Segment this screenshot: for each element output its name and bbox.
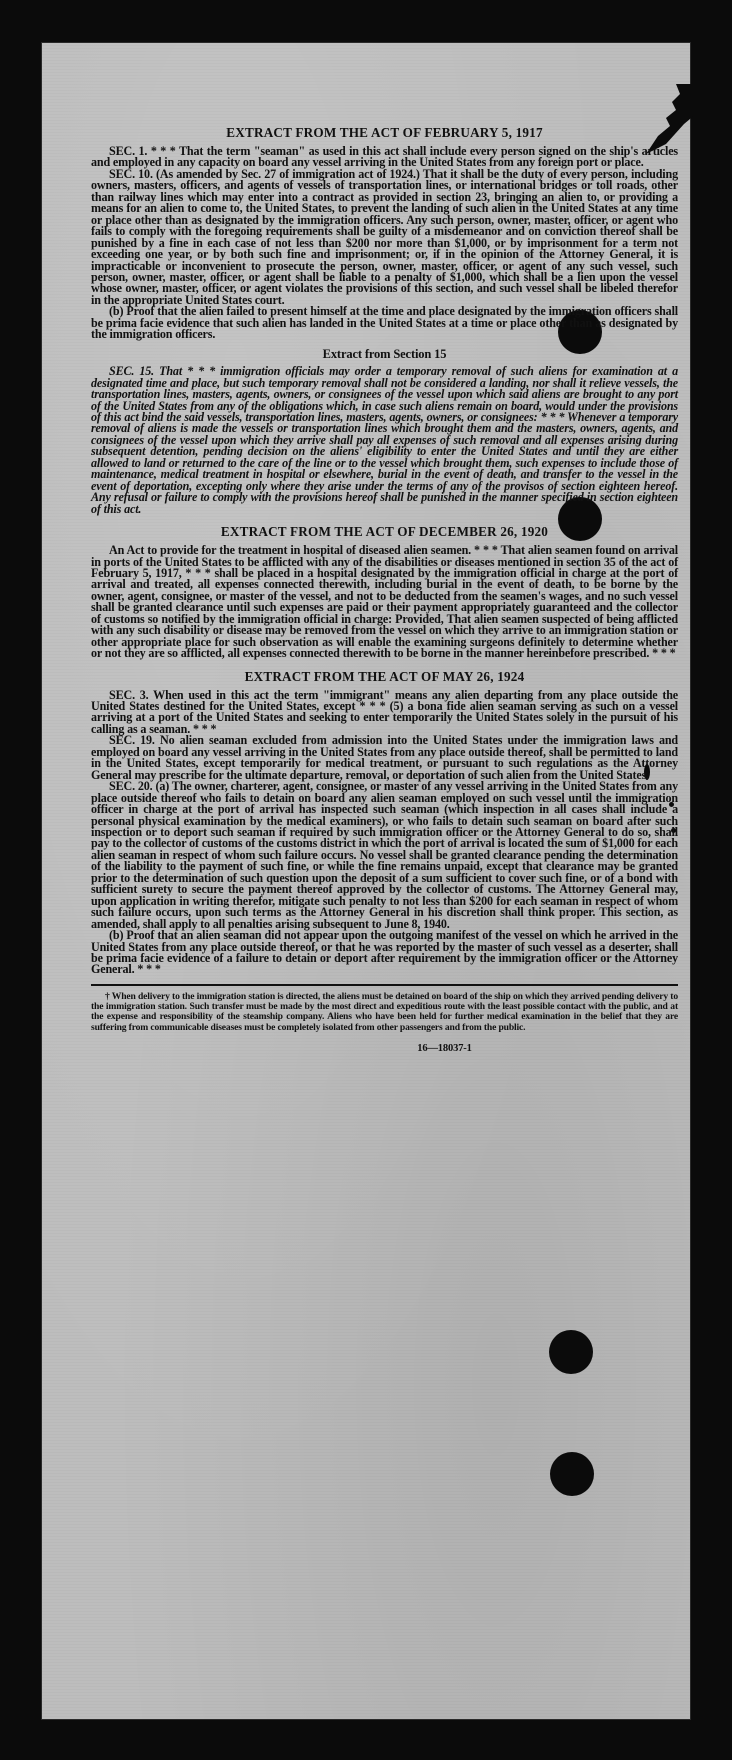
form-code: 16—18037-1 — [417, 1042, 472, 1054]
paragraph: SEC. 19. No alien seaman excluded from admission into the United States under the immigration laws and employed on board any vessel arriving in the United States from any place outside thereof, shall be permitted to land in the United States, except temporarily for medical treatment, or pursuant to such regulations as the Attorney General may prescribe for the ultimate departure, removal, or deportation of such alien from the United States. — [91, 733, 678, 782]
paragraph: (b) Proof that the alien failed to present himself at the time and place designated by the immigration officers shall be prima facie evidence that such alien has landed in the United States at a time or place other than as designated by the immigration officers. — [91, 304, 678, 342]
paragraph: SEC. 3. When used in this act the term "immigrant" means any alien departing from any place outside the United States destined for the United States, except * * * (5) a bona fide alien seaman serving as such on a vessel arriving at a port of the United States and seeking to enter temporarily the United States solely in the pursuit of his calling as a seaman. * * * — [91, 687, 678, 736]
punch-hole — [550, 1452, 594, 1496]
paragraph: SEC. 20. (a) The owner, charterer, agent, consignee, or master of any vessel arriving in the United States from any place outside thereof who fails to detain on board any alien seaman employed on such vessel until the immigration officer in charge at the port of arrival has inspected such seaman (which inspection in all cases shall include a personal physical examination by the medical examiners), or who fails to detain such seaman on board after such inspection or to deport such seaman if required by such immigration officer or the Attorney General to do so, shall pay to the collector of customs of the customs district in which the port of arrival is located the sum of $1,000 for each alien seaman in respect of whom such failure occurs. No vessel shall be granted clearance pending the determination of the liability to the payment of such fine, or while the fine remains unpaid, except that clearance may be granted prior to the determination of such question upon the deposit of a sum sufficient to cover such fine, or of a bond with sufficient surety to secure the payment thereof approved by the collector of customs. The Attorney General may, upon application in writing therefor, mitigate such penalty to not less than $200 for each seaman in respect of whom such failure occurs, upon such terms as the Attorney General in his discretion shall think proper. This section, as amended, shall apply to all penalties arising subsequent to June 8, 1940. — [91, 779, 678, 931]
document-page — [41, 42, 691, 1720]
footnote-divider — [91, 984, 678, 986]
paragraph: (b) Proof that an alien seaman did not appear upon the outgoing manifest of the vessel on which he arrived in the United States from any place outside thereof, or that he was reported by the master of such vessel as a deserter, shall be prima facie evidence of a failure to detain or deport after requirement by the immigration officer or the Attorney General. * * * — [91, 928, 678, 977]
section-heading: EXTRACT FROM THE ACT OF FEBRUARY 5, 1917 — [226, 125, 543, 140]
document-body — [91, 84, 678, 1054]
footnote: † When delivery to the immigration station is directed, the aliens must be detained on board of the ship on which they arrived pending delivery to the immigration station. Such transfer must be made by the most direct and expeditious route with the least possible contact with the public, and at the expense and responsibility of the steamship company. Aliens who have been held for further medical examination in the belief that they are suffering from communicable diseases must be completely isolated from other passengers and from the public. — [91, 990, 678, 1033]
paragraph: SEC. 10. (As amended by Sec. 27 of immigration act of 1924.) That it shall be the duty of every person, including owners, masters, officers, and agents of vessels of transportation lines, or international bridges or toll roads, other than railway lines which may enter into a contract as provided in section 23, bringing an alien to, or providing a means for an alien to come to, the United States, to prevent the landing of such alien in the United States at any time or place other than as designated by the immigration officers. Any such person, owner, master, officer, or agent who fails to comply with the foregoing requirements shall be guilty of a misdemeanor and on conviction thereof shall be punished by a fine in each case of not less than $200 nor more than $1,000, or by imprisonment for a term not exceeding one year, or by both such fine and imprisonment; or, if in the opinion of the Attorney General, it is impracticable or inconvenient to prosecute the person, owner, master, officer, or agent of any such vessel, such person, owner, master, officer, or agent shall be liable to a penalty of $1,000, which shall be a lien upon the vessel whose owner, master, officer, or agent violates the provisions of this section, and such vessel shall be libeled therefor in the appropriate United States court. — [91, 166, 678, 307]
subsection-heading: Extract from Section 15 — [322, 346, 447, 361]
paragraph: SEC. 1. * * * That the term "seaman" as used in this act shall include every person signed on the ship's articles and employed in any capacity on board any vessel arriving in the United States from any foreign port or place. — [91, 144, 678, 170]
section-heading: EXTRACT FROM THE ACT OF MAY 26, 1924 — [244, 668, 525, 684]
section-heading: EXTRACT FROM THE ACT OF DECEMBER 26, 1920 — [220, 524, 549, 540]
punch-hole — [549, 1330, 593, 1374]
paragraph: An Act to provide for the treatment in hospital of diseased alien seamen. * * * That alien seamen found on arrival in ports of the United States to be afflicted with any of the disabilities or diseases mentioned in section 35 of the act of February 5, 1917, * * * shall be placed in a hospital designated by the immigration official in charge at the port of arrival and treated, all expenses connected therewith, including burial in the event of death, to be borne by the owner, agent, consignee, or master of the vessel, and not to be deducted from the seamen's wages, and no such vessel shall be granted clearance until such expenses are paid or their payment appropriately guaranteed and the collector of customs so notified by the immigration official in charge: Provided, That alien seamen suspected of being afflicted with any such disability or disease may be removed from the vessel on which they arrive to an immigration station or other appropriate place for such observation as will enable the examining surgeons definitely to determine whether or not they are so afflicted, all expenses connected therewith to be borne in the manner hereinbefore prescribed. * * * — [91, 543, 678, 661]
paragraph: SEC. 15. That * * * immigration officials may order a temporary removal of such aliens for examination at a designated time and place, but such temporary removal shall not be considered a landing, nor shall it relieve vessels, the transportation lines, masters, agents, owners, or consignees of the vessel upon which said aliens are brought to any port of the United States from any of the obligations which, in case such aliens remain on board, would under the provisions of this act bind the said vessels, transportation lines, masters, agents, owners, or consignees: * * * Whenever a temporary removal of aliens is made the vessels or transportation lines which brought them and the masters, owners, agents, and consignees of the vessel upon which they arrive shall pay all expenses of such removal and all expenses arising during subsequent detention, pending decision on the aliens' eligibility to enter the United States and until they are either allowed to land or returned to the care of the line or to the vessel which brought them, such expenses to include those of maintenance, medical treatment in hospital or elsewhere, burial in the event of death, and transfer to the vessel in the event of deportation, excepting only where they arise under the terms of any of the provisos of section eighteen hereof. Any refusal or failure to comply with the provisions hereof shall be punished in the manner specified in section eighteen of this act. — [91, 364, 678, 516]
